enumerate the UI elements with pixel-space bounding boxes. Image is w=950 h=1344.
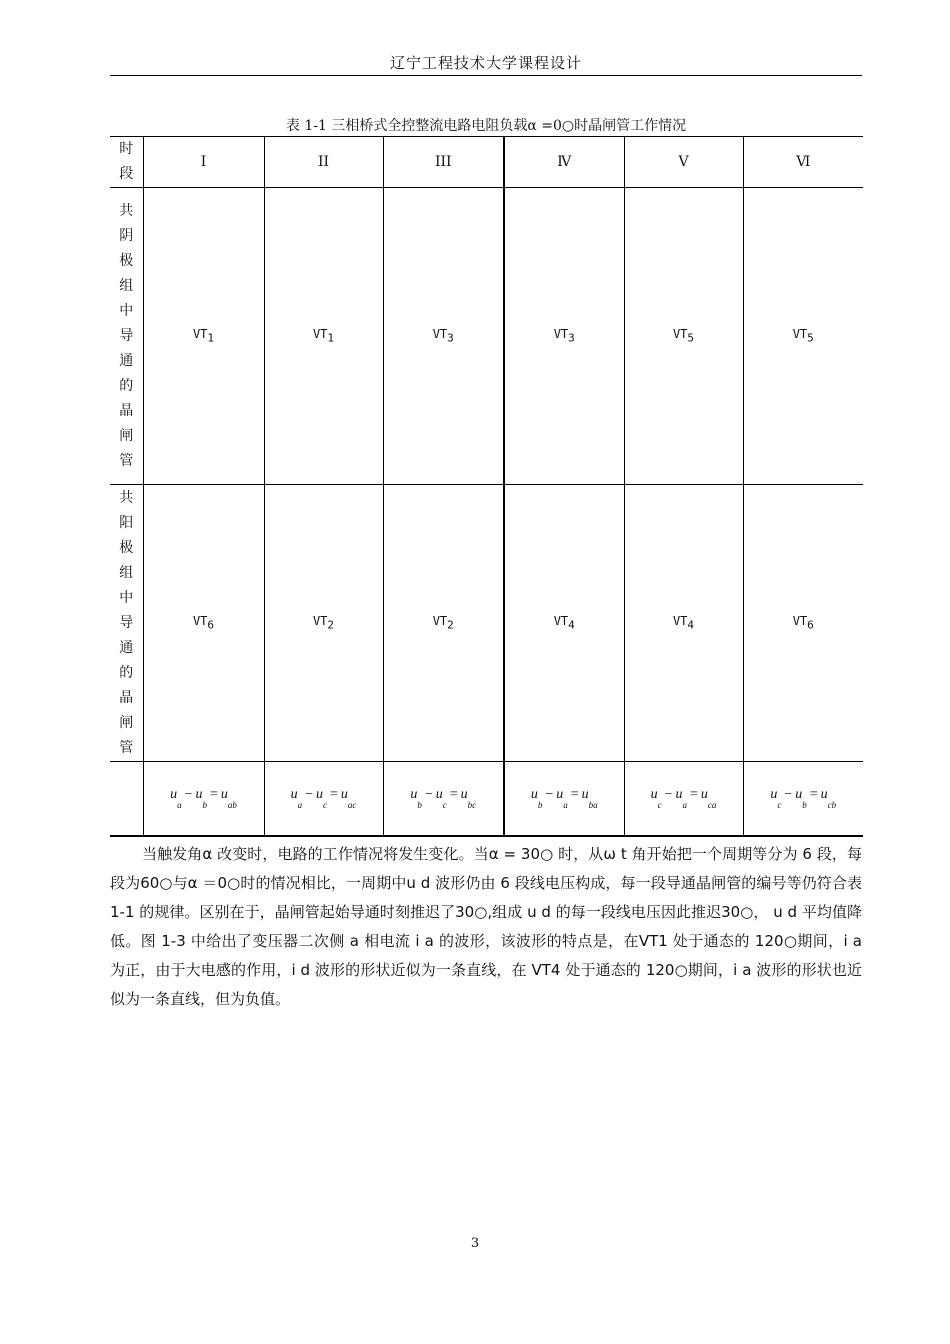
thyristor-cell: $VT_4$ bbox=[504, 485, 624, 762]
table-caption: 表 1-1 三相桥式全控整流电路电阻负载α =0○时晶闸管工作情况 bbox=[285, 118, 687, 134]
row-label-char: 极 bbox=[119, 252, 134, 269]
thyristor-cell: $VT_3$ bbox=[504, 188, 624, 485]
page-number: 3 bbox=[470, 1236, 480, 1251]
row-label-char: 时 bbox=[119, 141, 134, 157]
row-label-char: 中 bbox=[119, 589, 134, 606]
row-label-char: 共 bbox=[119, 202, 134, 219]
row-cathode-group bbox=[110, 188, 863, 485]
period-cell: V bbox=[624, 137, 743, 188]
row-label-cathode bbox=[110, 188, 143, 485]
row-label-char: 晶 bbox=[119, 402, 134, 419]
thyristor-cell: $VT_1$ bbox=[264, 188, 383, 485]
row-label-char: 管 bbox=[119, 739, 134, 756]
row-label-char: 闸 bbox=[119, 714, 134, 731]
row-label-char: 的 bbox=[119, 377, 134, 394]
thyristor-table bbox=[110, 136, 863, 837]
row-label-anode bbox=[110, 485, 143, 762]
row-label-char: 中 bbox=[119, 302, 134, 319]
row-label-char: 通 bbox=[119, 639, 134, 656]
thyristor-cell: $VT_6$ bbox=[143, 485, 264, 762]
period-cell: III bbox=[383, 137, 504, 188]
row-label-char: 阴 bbox=[119, 227, 134, 244]
row-label-char: 闸 bbox=[119, 427, 134, 444]
body-paragraph: 当触发角α 改变时，电路的工作情况将发生变化。当α = 30○ 时，从ω t 角开始把一个周期等分为 6 段，每段为60○与α ＝0○时的情况相比，一周期中u d 波形仍由 6 段线电压构成，每一段导通晶闸管的编号等仍符合表 1-1 的规律。区别在于，晶闸管起始导通时刻推迟了30○,组成 u d 的每一段线电压因此推迟30○， u d 平均值降低。图 1-3 中给出了变压器二次侧 a 相电流 i a 的波形，该波形的特点是，在VT1 处于通态的 120○期间，i a 为正，由于大电感的作用，i d 波形的形状近似为一条直线，在 VT4 处于通态的 120○期间，i a 波形的形状也近似为一条直线，但为负值。 bbox=[110, 845, 862, 1008]
row-label-char: 组 bbox=[119, 564, 134, 581]
row-label-char: 管 bbox=[119, 452, 134, 469]
period-cell: Ⅳ bbox=[504, 137, 624, 188]
row-label-empty bbox=[110, 762, 143, 837]
row-label-char: 阳 bbox=[119, 514, 134, 531]
thyristor-cell: $VT_5$ bbox=[624, 188, 743, 485]
row-label-char: 的 bbox=[119, 664, 134, 681]
line-voltage-equation: $u_b- u_a= u_{ba}$ bbox=[530, 787, 598, 810]
voltage-cell bbox=[743, 762, 863, 837]
row-line-voltage bbox=[110, 762, 863, 837]
line-voltage-equation: $u_a- u_c= u_{ac}$ bbox=[290, 787, 357, 810]
row-label-char: 晶 bbox=[119, 689, 134, 706]
line-voltage-equation: $u_b- u_c= u_{bc}$ bbox=[410, 787, 477, 810]
voltage-cell bbox=[264, 762, 383, 837]
header-rule bbox=[110, 75, 862, 76]
period-cell: II bbox=[264, 137, 383, 188]
thyristor-cell: $VT_2$ bbox=[383, 485, 504, 762]
line-voltage-equation: $u_c- u_a= u_{ca}$ bbox=[650, 787, 717, 810]
voltage-cell bbox=[624, 762, 743, 837]
row-label-char: 共 bbox=[119, 489, 134, 506]
row-label-char: 极 bbox=[119, 539, 134, 556]
row-label-char: 组 bbox=[119, 277, 134, 294]
row-periods bbox=[110, 137, 863, 188]
thyristor-cell: $VT_6$ bbox=[743, 485, 863, 762]
row-label-char: 导 bbox=[119, 614, 134, 631]
voltage-cell bbox=[383, 762, 504, 837]
thyristor-cell: $VT_1$ bbox=[143, 188, 264, 485]
row-label-char: 通 bbox=[119, 352, 134, 369]
voltage-cell bbox=[143, 762, 264, 837]
row-label-period bbox=[110, 137, 143, 188]
line-voltage-equation: $u_c- u_b= u_{cb}$ bbox=[770, 787, 837, 810]
thyristor-cell: $VT_5$ bbox=[743, 188, 863, 485]
period-cell: I bbox=[143, 137, 264, 188]
line-voltage-equation: $u_a- u_b= u_{ab}$ bbox=[170, 787, 237, 810]
page-header-title: 辽宁工程技术大学课程设计 bbox=[389, 54, 582, 72]
period-cell: Ⅵ bbox=[743, 137, 863, 188]
voltage-cell bbox=[504, 762, 624, 837]
thyristor-cell: $VT_3$ bbox=[383, 188, 504, 485]
row-anode-group bbox=[110, 485, 863, 762]
thyristor-cell: $VT_4$ bbox=[624, 485, 743, 762]
body-text bbox=[110, 840, 862, 1014]
row-label-char: 导 bbox=[119, 327, 134, 344]
row-label-char: 段 bbox=[119, 166, 134, 182]
thyristor-cell: $VT_2$ bbox=[264, 485, 383, 762]
